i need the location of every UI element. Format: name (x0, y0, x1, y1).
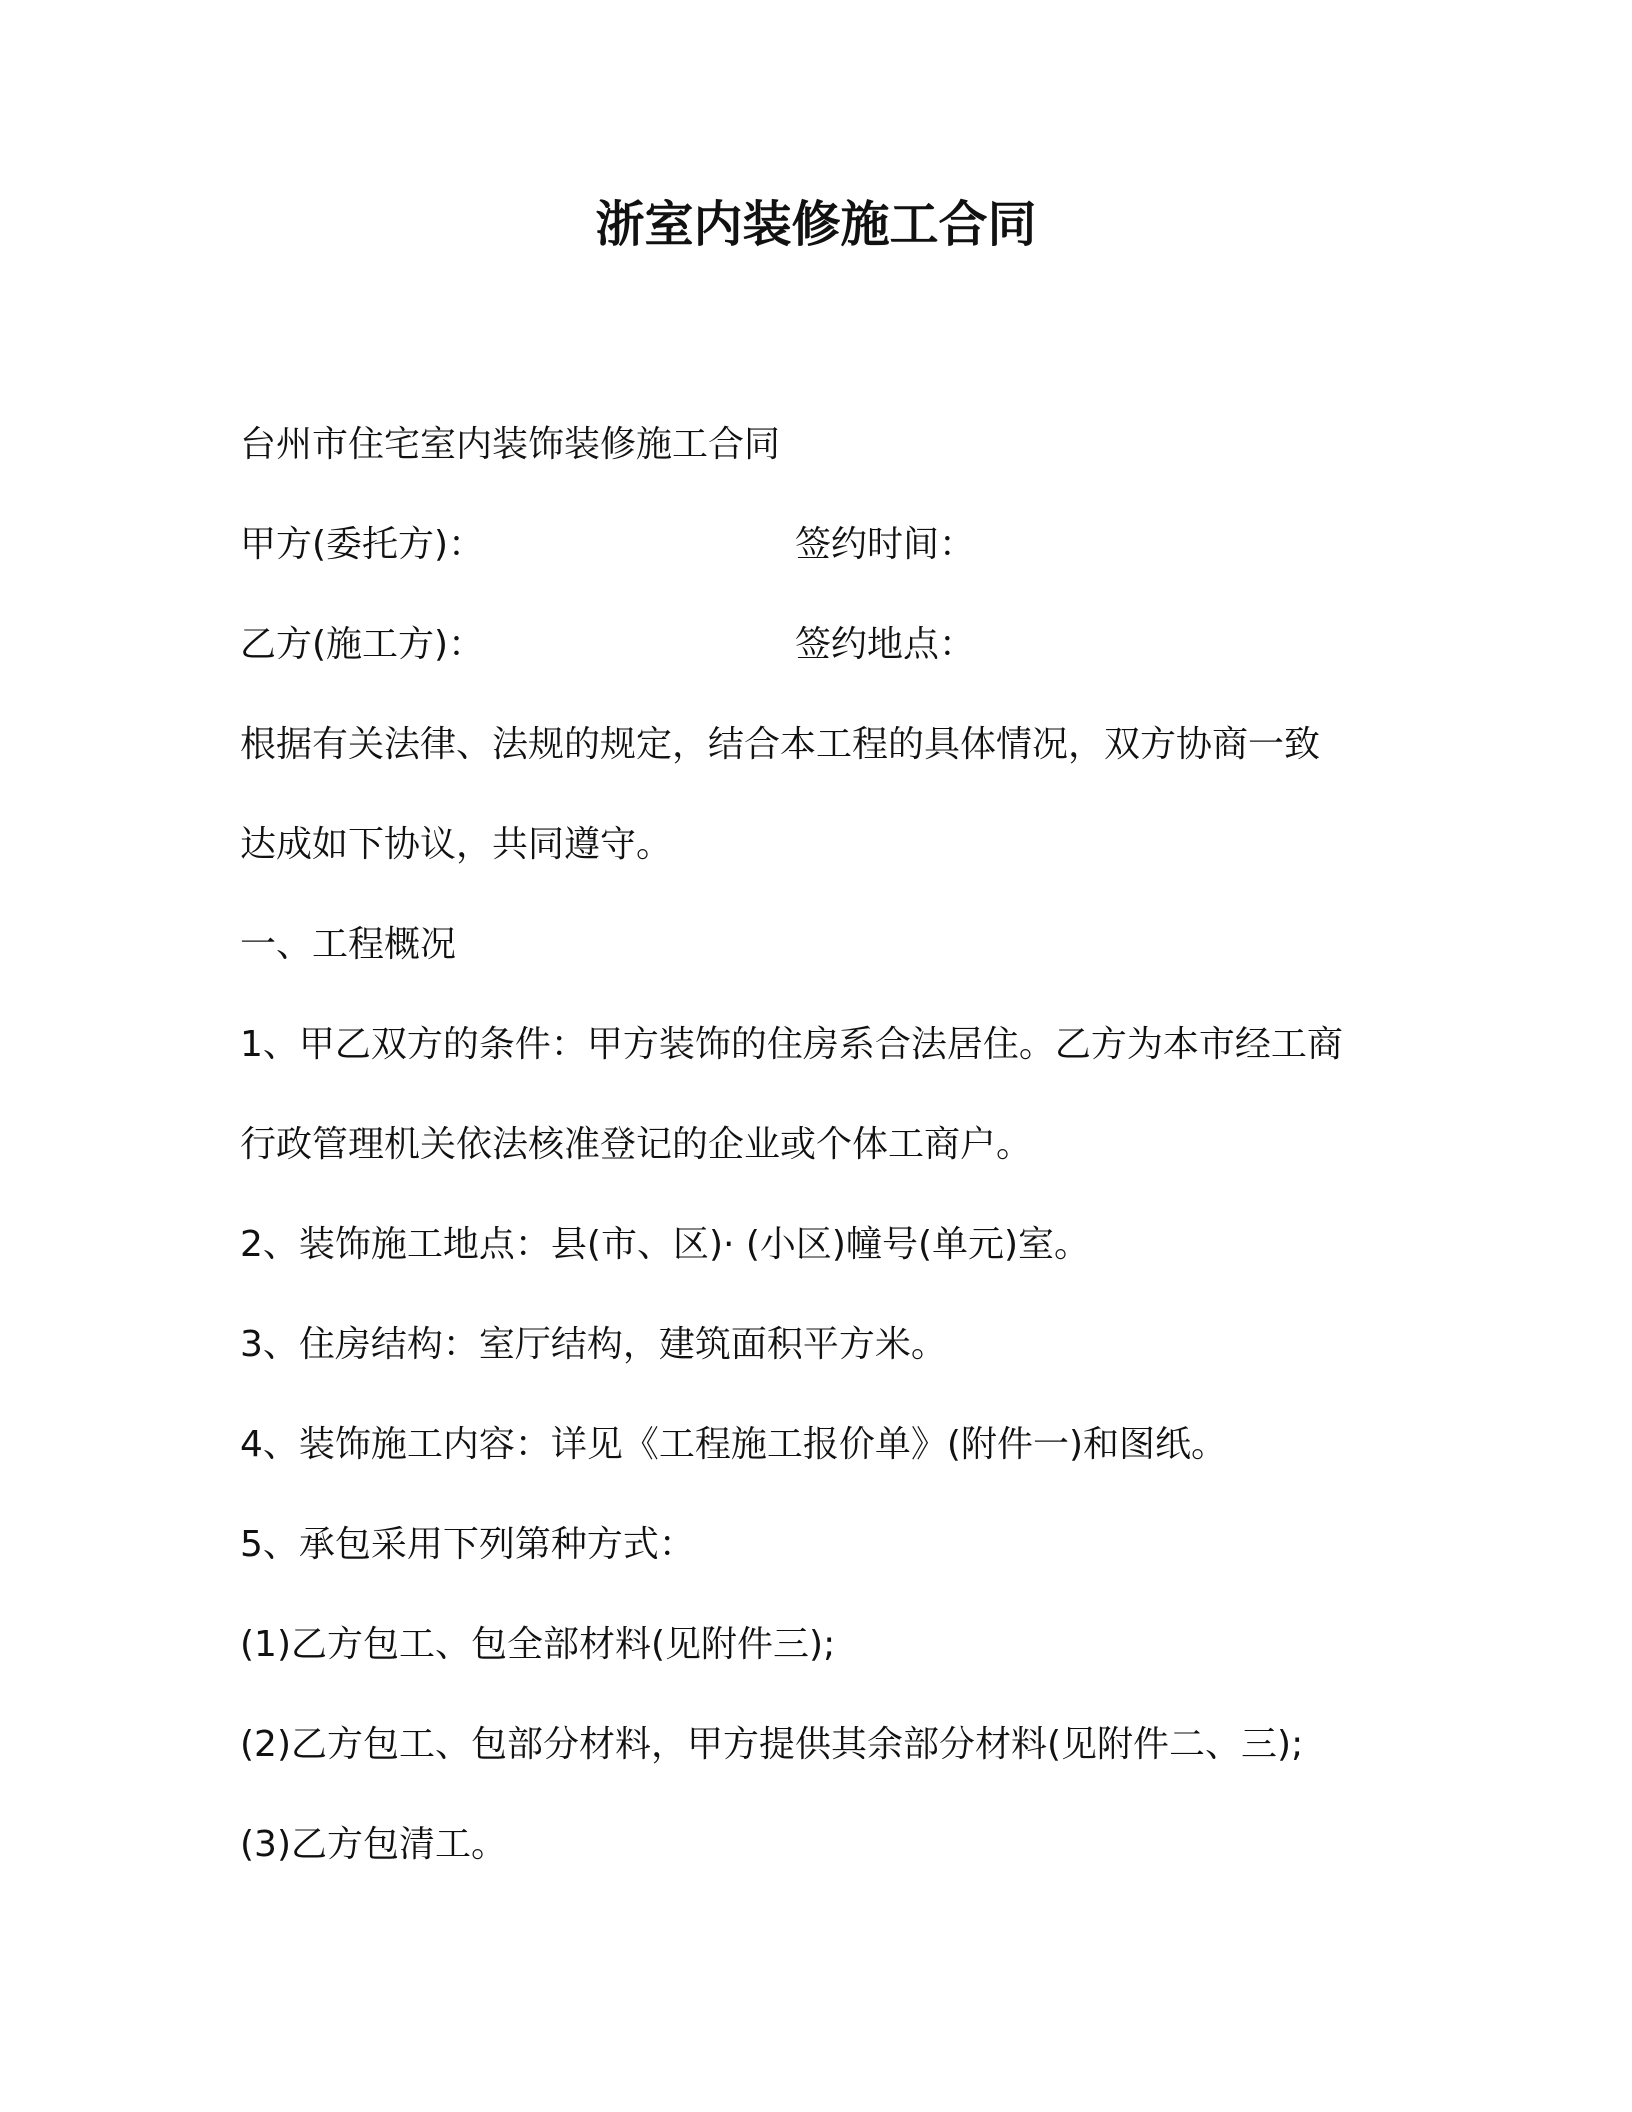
item-4: 4、装饰施工内容：详见《工程施工报价单》(附件一)和图纸。 (240, 1424, 1227, 1465)
item-1-line-1: 1、甲乙双方的条件：甲方装饰的住房系合法居住。乙方为本市经工商 (240, 1024, 1343, 1065)
party-a-label: 甲方(委托方)： (240, 524, 485, 565)
section-1-heading: 一、工程概况 (240, 924, 457, 965)
option-3: (3)乙方包清工。 (240, 1824, 507, 1865)
contract-subtitle: 台州市住宅室内装饰装修施工合同 (240, 424, 781, 465)
document-title: 浙室内装修施工合同 (595, 196, 1037, 253)
option-1: (1)乙方包工、包全部材料(见附件三); (240, 1624, 836, 1665)
option-2: (2)乙方包工、包部分材料，甲方提供其余部分材料(见附件二、三); (240, 1724, 1304, 1765)
item-5: 5、承包采用下列第种方式： (240, 1524, 695, 1565)
sign-time-label: 签约时间： (795, 524, 976, 565)
item-1-line-2: 行政管理机关依法核准登记的企业或个体工商户。 (240, 1124, 1033, 1165)
intro-paragraph-line-2: 达成如下协议，共同遵守。 (240, 824, 673, 865)
intro-paragraph-line-1: 根据有关法律、法规的规定，结合本工程的具体情况，双方协商一致 (240, 724, 1321, 765)
item-3: 3、住房结构：室厅结构，建筑面积平方米。 (240, 1324, 947, 1365)
item-2: 2、装饰施工地点：县(市、区)· (小区)幢号(单元)室。 (240, 1224, 1091, 1265)
sign-place-label: 签约地点： (795, 624, 976, 665)
party-b-label: 乙方(施工方)： (240, 624, 485, 665)
